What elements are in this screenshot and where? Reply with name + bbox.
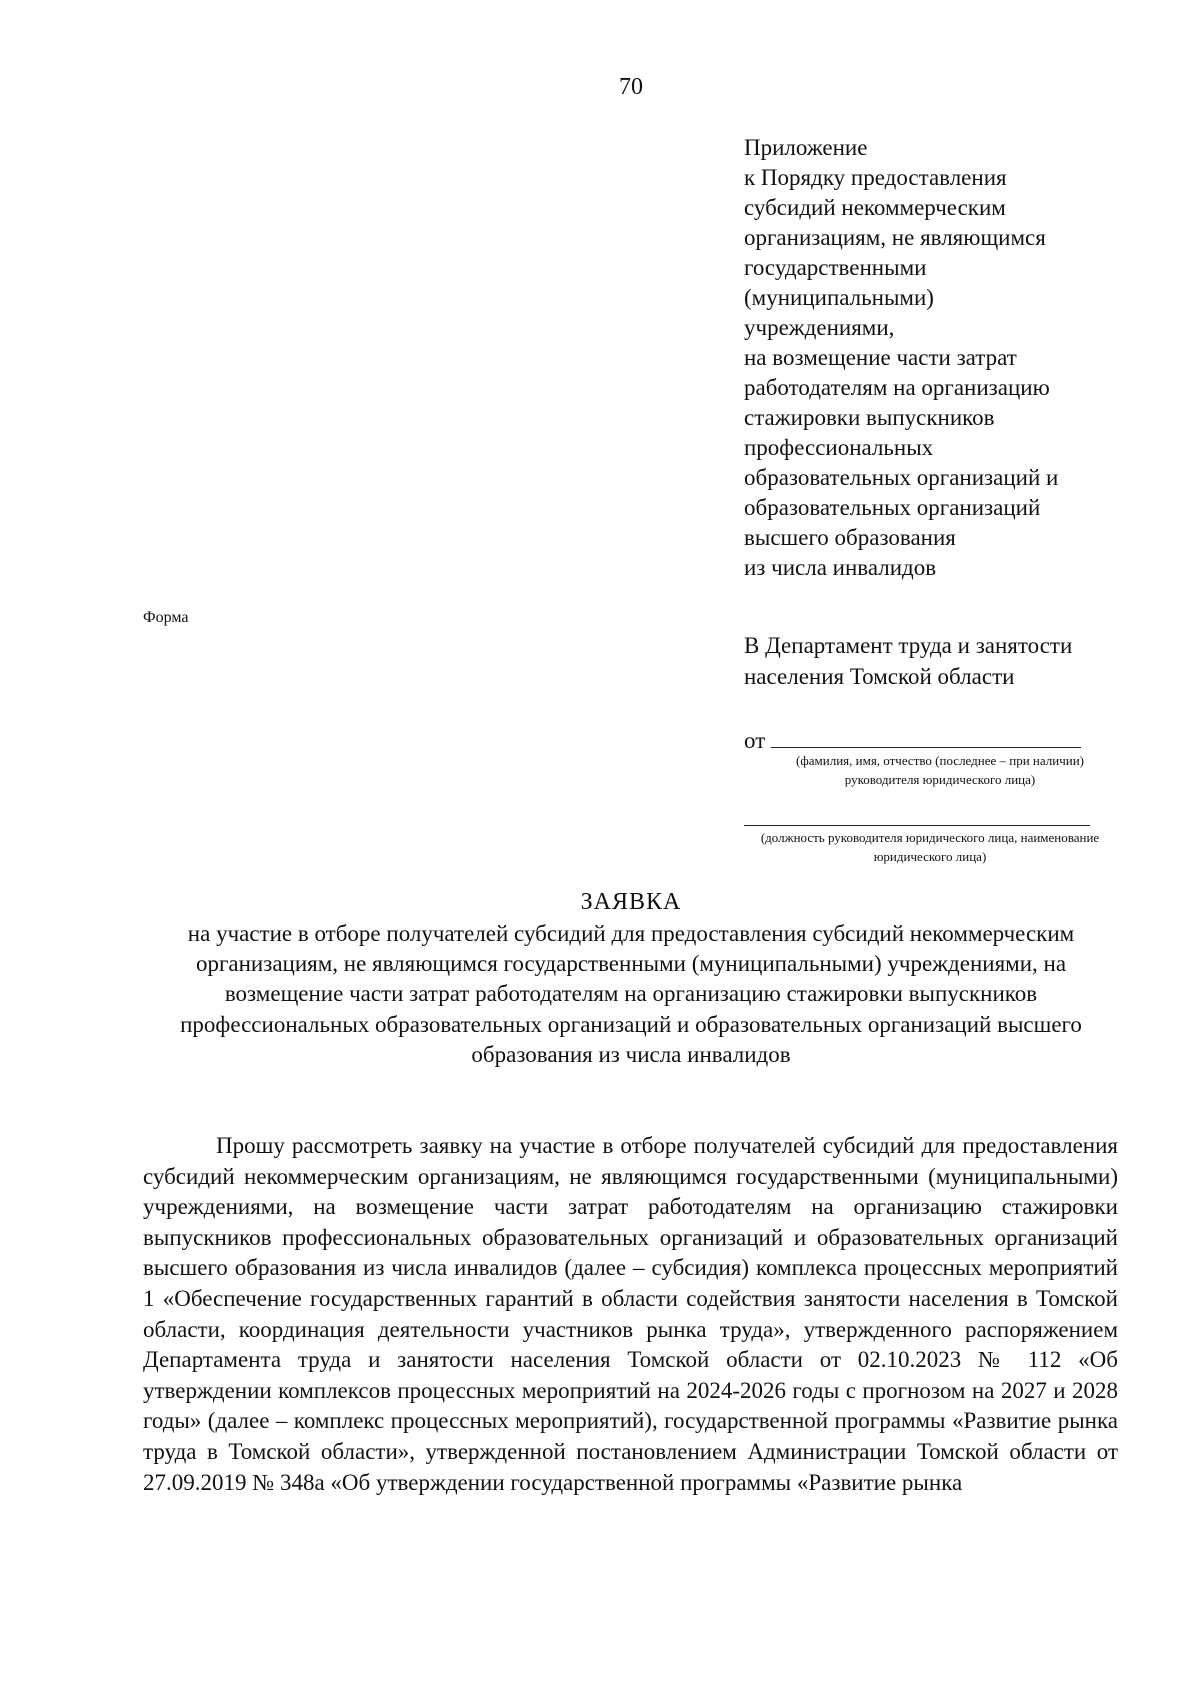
appendix-line: Приложение [744,135,868,160]
from-hint: (фамилия, имя, отчество (последнее – при наличии) руководителя юридического лица) [796,753,1084,787]
position-underline [744,825,1090,826]
appendix-line: государственными [744,255,927,280]
document-title: ЗАЯВКА [580,889,682,915]
appendix-line: на возмещение части затрат [744,345,1017,370]
appendix-line: из числа инвалидов [744,555,937,580]
document-subtitle: на участие в отборе получателей субсидий для предоставления субсидий некоммерческим организациям, не являющимся государственными (муниципальными) учреждениями, на возмещение части затрат работодателям на организацию стажировки выпускников профессиональных образовательных организаций и образовательных организаций высшего образования из числа инвалидов [180,921,1082,1067]
appendix-line: образовательных организаций и [744,465,1059,490]
appendix-line: организациям, не являющимся [744,225,1046,250]
appendix-line: (муниципальными) [744,285,934,310]
position-hint: (должность руководителя юридического лица, наименование юридического лица) [760,830,1100,864]
appendix-line: учреждениями, [744,315,895,340]
appendix-line: субсидий некоммерческим [744,195,1006,220]
appendix-line: образовательных организаций [744,495,1041,520]
appendix-block [744,133,1164,583]
form-label: Форма [143,609,189,626]
appendix-line: высшего образования [744,525,956,550]
appendix-line: к Порядку предоставления [744,165,1007,190]
appendix-line: профессиональных [744,435,934,460]
body-paragraph: Прошу рассмотреть заявку на участие в отборе получателей субсидий для предоставления субсидий некоммерческим организациям, не являющимся государственными (муниципальными) учреждениями, на возмещение части затрат работодателям на организацию стажировки выпускников профессиональных образовательных организаций и образовательных организаций высшего образования из числа инвалидов (далее – субсидия) комплекса процессных мероприятий 1 «Обеспечение государственных гарантий в области содействия занятости населения в Томской области, координация деятельности участников рынка труда», утвержденного распоряжением Департамента труда и занятости населения Томской области от 02.10.2023 № 112 «Об утверждении комплексов процессных мероприятий на 2024-2026 годы с прогнозом на 2027 и 2028 годы» (далее – комплекс процессных мероприятий), государственной программы «Развитие рынка труда в Томской области», утвержденной постановлением Администрации Томской области от 27.09.2019 № 348а «Об утверждении государственной программы «Развитие рынка [143,1133,1118,1495]
page-number: 70 [619,74,643,100]
addressee-text: В Департамент труда и занятости населения Томской области [744,633,1073,689]
appendix-line: стажировки выпускников [744,405,995,430]
appendix-line: работодателям на организацию [744,375,1050,400]
from-label: от [744,728,766,753]
from-underline [771,727,1081,748]
